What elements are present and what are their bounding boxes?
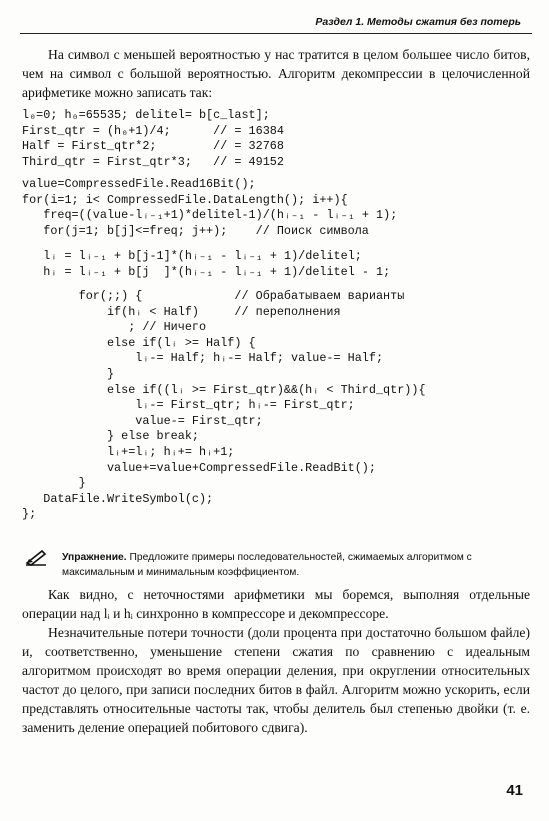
exercise-pencil-icon bbox=[25, 548, 47, 566]
header-rule bbox=[20, 33, 532, 34]
code-line: for(j=1; b[j]<=freq; j++); // Поиск символа bbox=[22, 223, 369, 238]
code-line: lᵢ+=lᵢ; hᵢ+= hᵢ+1; bbox=[22, 444, 235, 459]
code-line: for(;;) { // Обрабатываем варианты bbox=[22, 289, 405, 303]
code-line: value=CompressedFile.Read16Bit(); bbox=[22, 177, 256, 191]
intro-paragraph: На символ с меньшей вероятностью у нас тратится в целом большее число битов, чем на символ с большой вероятностью. Алгоритм декомпрессии в целочисленной арифметике можно записать так: bbox=[22, 47, 530, 100]
code-line: for(i=1; i< CompressedFile.DataLength(); i++){ bbox=[22, 192, 348, 207]
code-line: } bbox=[22, 366, 115, 381]
code-line: Third_qtr = First_qtr*3; // = 49152 bbox=[22, 154, 284, 169]
code-block-interval bbox=[22, 249, 532, 280]
code-line: if(hᵢ < Half) // переполнения bbox=[22, 304, 341, 319]
code-line: hᵢ = lᵢ₋₁ + b[j ]*(hᵢ₋₁ - lᵢ₋₁ + 1)/delitel - 1; bbox=[22, 264, 391, 279]
code-line: else if(lᵢ >= Half) { bbox=[22, 335, 256, 350]
exercise-label: Упражнение. bbox=[62, 552, 127, 563]
code-line: lᵢ-= Half; hᵢ-= Half; value-= Half; bbox=[22, 351, 384, 366]
code-line: value+=value+CompressedFile.ReadBit(); bbox=[22, 460, 376, 475]
code-line: l₀=0; h₀=65535; delitel= b[c_last]; bbox=[22, 108, 270, 122]
code-line: lᵢ = lᵢ₋₁ + b[j-1]*(hᵢ₋₁ - lᵢ₋₁ + 1)/delitel; bbox=[22, 249, 362, 263]
paragraph-precision: Незначительные потери точности (доли процента при достаточно большом файле) и, соответственно, уменьшение степени сжатия по сравнению с идеальным алгоритмом происходят во время операции деления, при округлении относительных частот до целого, при записи последних битов в файл. Алгоритм можно ускорить, если представлять относительные частоты так, чтобы делитель был степенью двойки (т. е. заменить деление операцией побитового сдвига). bbox=[22, 625, 530, 735]
code-line: value-= First_qtr; bbox=[22, 413, 263, 428]
code-line: DataFile.WriteSymbol(c); bbox=[22, 491, 214, 506]
page-number: 41 bbox=[506, 782, 523, 799]
code-line: }; bbox=[22, 507, 37, 522]
code-line: lᵢ-= First_qtr; hᵢ-= First_qtr; bbox=[22, 398, 355, 413]
code-line: First_qtr = (h₀+1)/4; // = 16384 bbox=[22, 123, 284, 138]
running-header: Раздел 1. Методы сжатия без потерь bbox=[315, 16, 521, 28]
code-line: } else break; bbox=[22, 429, 199, 444]
code-block-init bbox=[22, 108, 532, 170]
exercise-body: Предложите примеры последовательностей, сжимаемых алгоритмом с максимальным и минимальным коэффициентом. bbox=[62, 552, 472, 578]
code-block-renormalize bbox=[22, 289, 532, 523]
code-line: Half = First_qtr*2; // = 32768 bbox=[22, 139, 284, 154]
exercise-text bbox=[62, 550, 530, 580]
code-block-loop-start bbox=[22, 177, 532, 239]
code-line: freq=((value-lᵢ₋₁+1)*delitel-1)/(hᵢ₋₁ - lᵢ₋₁ + 1); bbox=[22, 208, 398, 223]
code-line: else if((lᵢ >= First_qtr)&&(hᵢ < Third_qtr)){ bbox=[22, 382, 426, 397]
code-line: ; // Ничего bbox=[22, 320, 207, 335]
paragraph-arithmetic: Как видно, с неточностями арифметики мы боремся, выполняя отдельные операции над lᵢ и hᵢ синхронно в компрессоре и декомпрессоре. bbox=[22, 587, 530, 621]
code-line: } bbox=[22, 476, 86, 491]
